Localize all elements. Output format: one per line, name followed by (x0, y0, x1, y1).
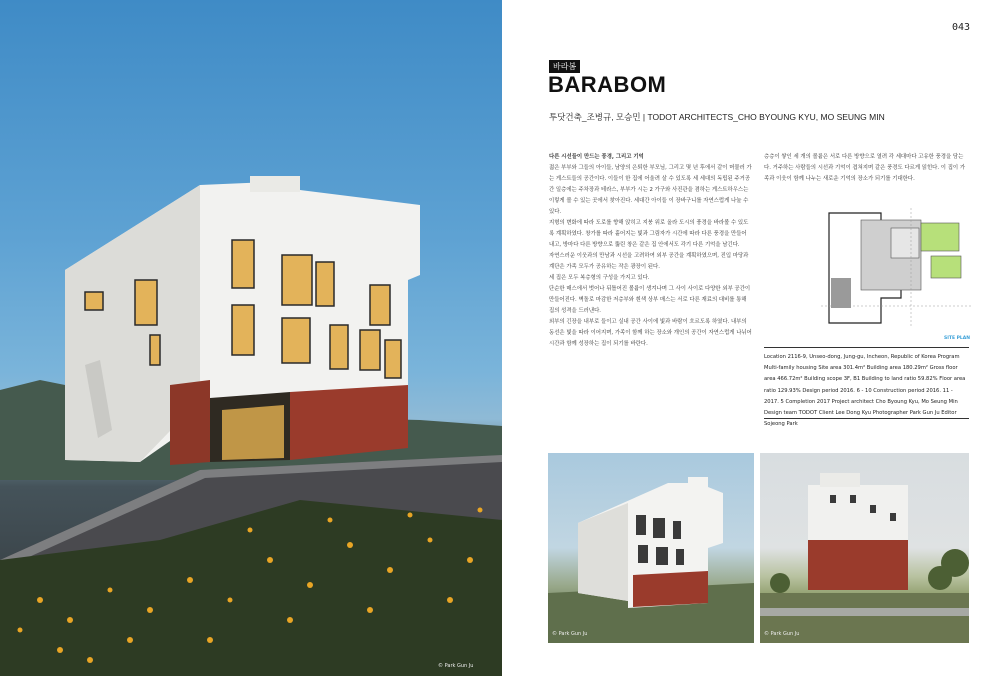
building-photo-day-1 (548, 453, 754, 643)
building-photo-day-2 (760, 453, 969, 643)
info-rule-top (764, 347, 969, 348)
body-paragraph: 젊은 부부와 그들의 아이들, 남양의 은퇴한 부모님, 그리고 몇 년 후에서 같이 머물러 가는 게스트들의 공간이다. 이들이 한 집에 어울려 살 수 있도록 세 세대의 독립된 주거공간 일층에는 주차장과 테라스, 부부가 시는 2 가구와 사진관을 겸하는 게스트하우스는 이렇게 볼 수 있는 곳에서 찾아진다. 세대간 아이들 이 장바구니를 자연스럽게 나눌 수 있다. (549, 165, 752, 215)
body-paragraph: 단순한 매스에서 벗어나 뒤틀어진 볼륨이 생겨나며 그 사이 사이로 다양한 외부 공간이 만들어진다. 벽돌로 마감한 저층부와 흰색 상부 매스는 서로 다른 재료의 대비를 통해 집의 성격을 드러낸다. (549, 286, 751, 314)
body-column-1 (549, 152, 753, 350)
body-heading: 다른 시선들이 만드는 풍경, 그리고 기억 (549, 154, 644, 160)
photo-credit-main: © Park Gun Ju (438, 663, 474, 669)
page-number: 043 (952, 22, 971, 33)
project-info: Location 2116-9, Unseo-dong, Jung-gu, Incheon, Republic of Korea Program Multi-family housing Site area 301.4m² Building area 180.29m² Gross floor area 466.72m² Building scope 3F, B1 Building to land ratio 59.82% Floor area ratio 129.93% Design period 2016. 6 - 10 Construction period 2016. 11 - 2017. 5 Completion 2017 Project architect Cho Byoung Kyu, Mo Seung Min Design team TODOT Client Lee Dong Kyu Photographer Park Gun Ju Editor Sojeong Park (764, 354, 966, 428)
architects-subtitle: 투닷건축_조병규, 모승민 | TODOT ARCHITECTS_CHO BYOUNG KYU, MO SEUNG MIN (549, 112, 885, 122)
body-paragraph: 세 집은 모두 복층형의 구성을 가지고 있다. (549, 275, 650, 281)
building-illustration (0, 0, 502, 676)
photo-credit-b2: © Park Gun Ju (764, 631, 800, 637)
main-building-photo (0, 0, 502, 676)
building-illustration-day-2 (760, 453, 969, 643)
body-column-2 (764, 152, 969, 185)
site-plan-label: SITE PLAN (944, 336, 971, 341)
body-paragraph: 지형의 변화에 따라 도로를 향해 앉히고 지붕 위로 올라 도시의 풍경을 바라볼 수 있도록 계획하였다. 창가를 따라 흩어지는 빛과 그림자가 시간에 따라 다른 풍경을 만들어 내고, 방마다 다른 방향으로 뚫린 창은 같은 집 안에서도 각기 다른 기억을 남긴다. (549, 220, 749, 248)
body-paragraph: 외부의 긴장을 내부로 들이고 실내 공간 사이에 빛과 바람이 흐르도록 하였다. 내부의 동선은 빛을 따라 이어지며, 가족이 함께 하는 장소와 개인의 공간이 자연스럽게 나뉘어 시간과 함께 성장하는 집이 되기를 바란다. (549, 319, 752, 347)
building-illustration-day-1 (548, 453, 754, 643)
body-paragraph: 층층이 쌓인 세 개의 볼륨은 서로 다른 방향으로 열려 각 세대마다 고유한 풍경을 담는다. 거주하는 사람들의 시선과 기억이 겹쳐지며 같은 풍경도 다르게 읽힌다. 이 집이 가족과 이웃이 함께 나누는 새로운 기억의 장소가 되기를 기대한다. (764, 154, 966, 182)
photo-credit-b1: © Park Gun Ju (552, 631, 588, 637)
site-plan-drawing (821, 208, 971, 328)
project-tag: 바라봄 (549, 60, 580, 73)
project-title: BARABOM (548, 72, 667, 97)
info-rule-bottom (764, 418, 969, 419)
body-paragraph: 자연스러운 이웃과의 만남과 시선을 고려하여 외부 공간을 계획하였으며, 진입 마당과 계단은 가족 모두가 공유하는 작은 광장이 된다. (549, 253, 749, 270)
